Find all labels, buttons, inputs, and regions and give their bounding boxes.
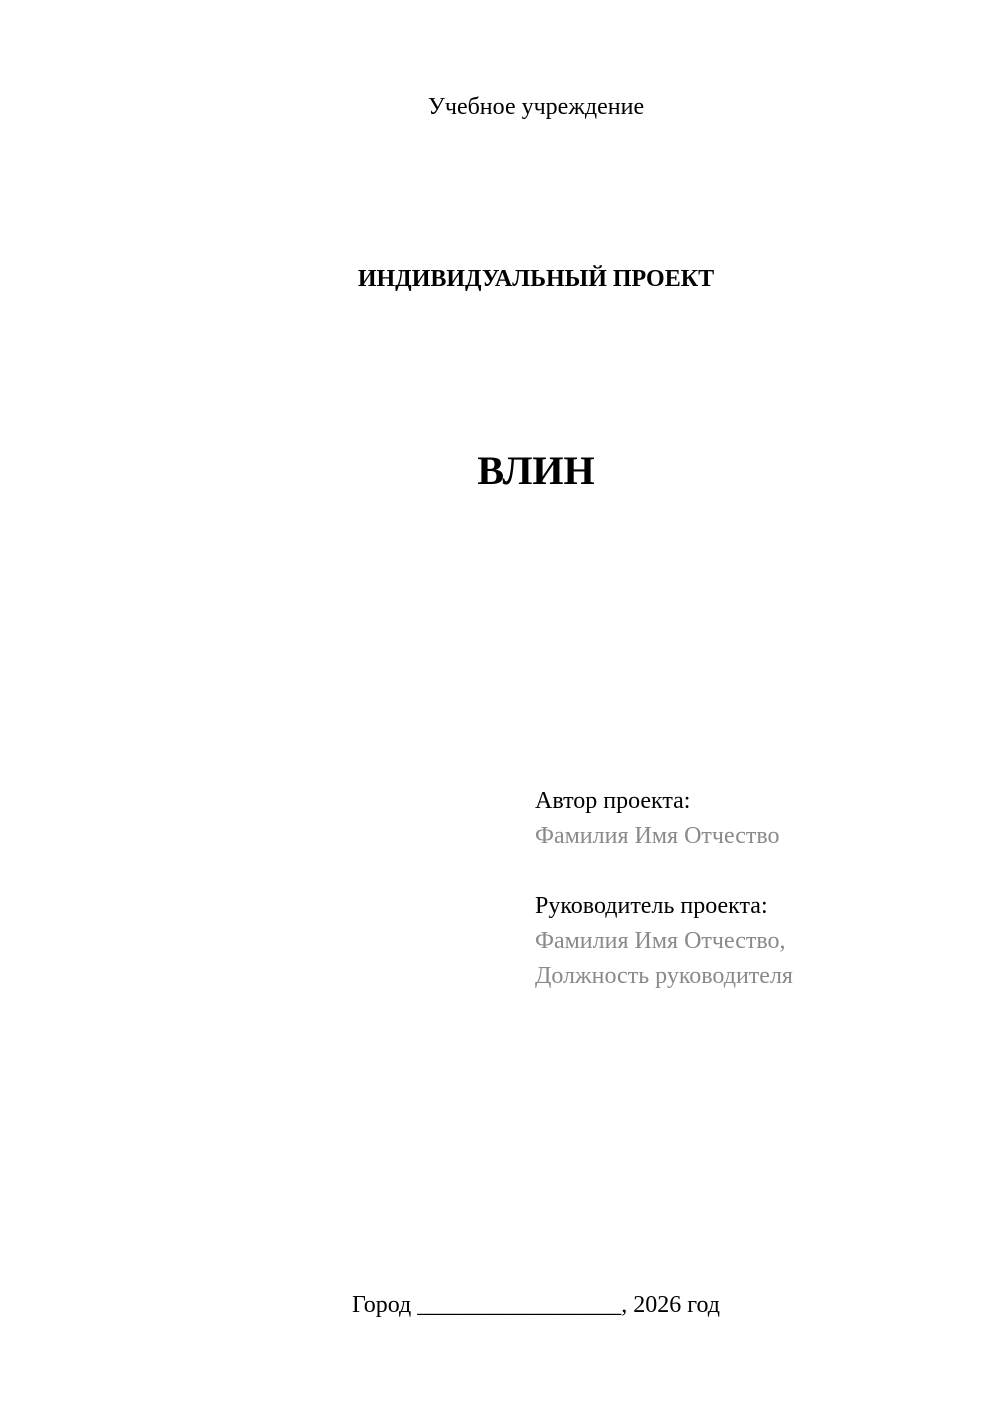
credits-block (535, 784, 793, 994)
supervisor-label: Руководитель проекта: (535, 893, 768, 919)
city-year-line: Город _________________, 2026 год (351, 1292, 721, 1318)
author-label: Автор проекта: (535, 788, 691, 814)
credits-spacer (535, 854, 793, 889)
supervisor-name-placeholder: Фамилия Имя Отчество, (535, 928, 786, 954)
project-title: ВЛИН (477, 448, 595, 493)
supervisor-position-placeholder: Должность руководителя (535, 963, 793, 989)
project-type-heading: ИНДИВИДУАЛЬНЫЙ ПРОЕКТ (357, 266, 715, 292)
institution-line: Учебное учреждение (427, 94, 645, 120)
author-name-placeholder: Фамилия Имя Отчество (535, 823, 780, 849)
